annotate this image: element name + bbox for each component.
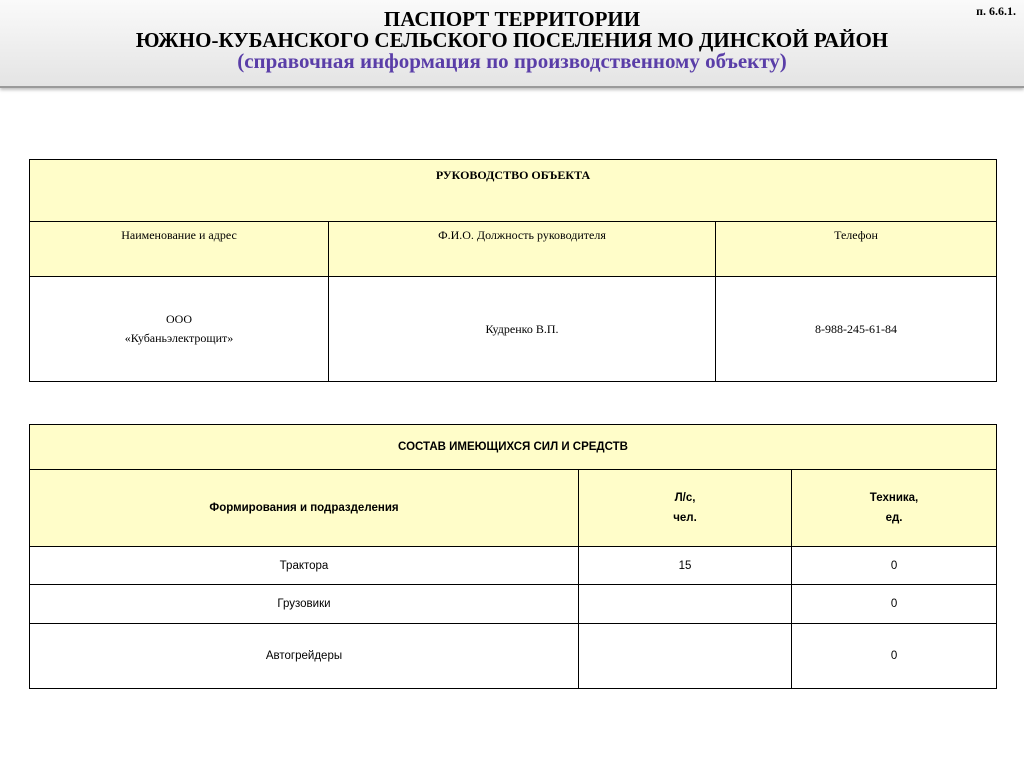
column-header-name-address: Наименование и адрес [30,222,329,277]
staff-header-line-2: чел. [673,512,697,524]
cell-phone: 8-988-245-61-84 [716,277,997,382]
column-header-phone: Телефон [716,222,997,277]
table-row [30,585,997,624]
organization-name: «Кубаньэлектрощит» [124,331,234,345]
title-line-1: ПАСПОРТ ТЕРРИТОРИИ [383,7,641,31]
management-title: РУКОВОДСТВО ОБЪЕКТА [30,160,997,222]
cell-equipment: 0 [792,547,997,585]
forces-title: СОСТАВ ИМЕЮЩИХСЯ СИЛ И СРЕДСТВ [30,425,997,470]
equipment-header-line-2: ед. [885,512,903,524]
cell-head-name: Кудренко В.П. [329,277,716,382]
cell-unit-name: Автогрейдеры [30,624,579,689]
table-row [30,547,997,585]
page-header [0,0,1024,88]
table-row [30,624,997,689]
management-table [29,159,997,382]
equipment-header-line-1: Техника, [869,492,919,504]
cell-unit-name: Грузовики [30,585,579,624]
cell-equipment: 0 [792,585,997,624]
column-header-head-name: Ф.И.О. Должность руководителя [329,222,716,277]
cell-equipment: 0 [792,624,997,689]
page-reference: п. 6.6.1. [976,4,1016,18]
cell-staff [579,585,792,624]
organization-type: ООО [166,312,192,326]
cell-staff [579,624,792,689]
column-header-units: Формирования и подразделения [30,470,579,547]
cell-staff: 15 [579,547,792,585]
subtitle: (справочная информация по производственному объекту) [237,49,787,73]
column-header-equipment [792,470,997,547]
staff-header-line-1: Л/с, [674,492,696,504]
cell-unit-name: Трактора [30,547,579,585]
column-header-staff [579,470,792,547]
forces-table [29,424,997,689]
title-line-2: ЮЖНО-КУБАНСКОГО СЕЛЬСКОГО ПОСЕЛЕНИЯ МО ДИНСКОЙ РАЙОН [135,28,889,52]
cell-organization [30,277,329,382]
